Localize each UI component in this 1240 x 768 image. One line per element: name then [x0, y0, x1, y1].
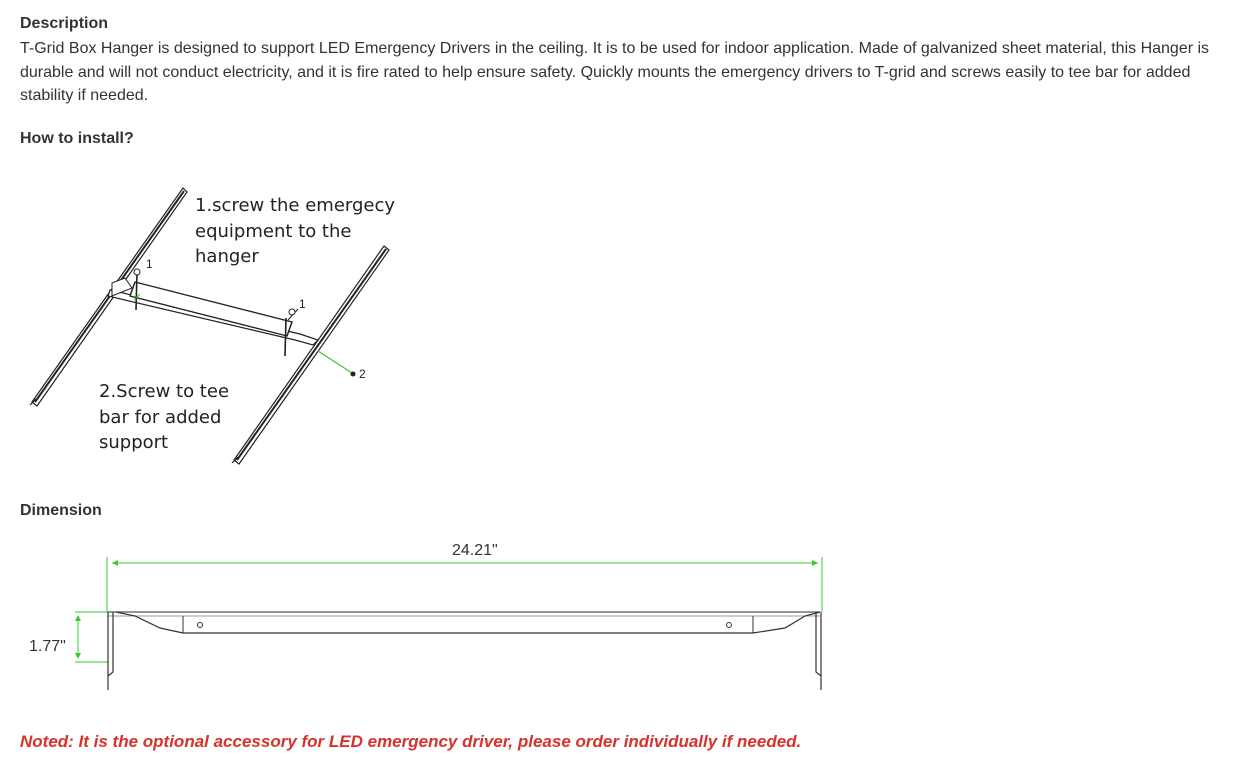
- screw-2-icon: [351, 372, 356, 377]
- right-tee-bar: [232, 246, 389, 464]
- step1-line1: 1.screw the emergecy: [195, 195, 396, 216]
- description-text: T-Grid Box Hanger is designed to support LED Emergency Drivers in the ceiling. It is to be used for indoor application. Made of galvanized sheet material, this Hanger is durable and will not conduct electricity, and it is fire rated to help ensure safety. Quickly mounts the emergency drivers to T-grid and screws easily to tee bar for added stability if needed.: [20, 40, 1210, 104]
- emergency-driver-box: [130, 282, 298, 336]
- marker-1a: 1: [146, 257, 153, 271]
- screw-2-leader: [318, 351, 352, 373]
- width-label: 24.21": [452, 542, 498, 559]
- step1-line2: equipment to the: [195, 221, 352, 242]
- marker-2: 2: [359, 367, 366, 381]
- marker-1b: 1: [299, 297, 306, 311]
- dimension-heading: Dimension: [20, 502, 102, 519]
- dimension-drawing: [29, 542, 822, 690]
- step2-line3: support: [99, 432, 169, 453]
- description-heading: Description: [20, 15, 109, 32]
- step2-line2: bar for added: [99, 407, 222, 428]
- step1-line3: hanger: [195, 246, 259, 267]
- install-heading: How to install?: [20, 130, 134, 147]
- height-label: 1.77": [29, 638, 66, 655]
- hole-icon: [198, 623, 203, 628]
- step2-line1: 2.Screw to tee: [99, 381, 230, 402]
- note-text: Noted: It is the optional accessory for LED emergency driver, please order individually if needed.: [20, 732, 802, 751]
- hole-icon: [727, 623, 732, 628]
